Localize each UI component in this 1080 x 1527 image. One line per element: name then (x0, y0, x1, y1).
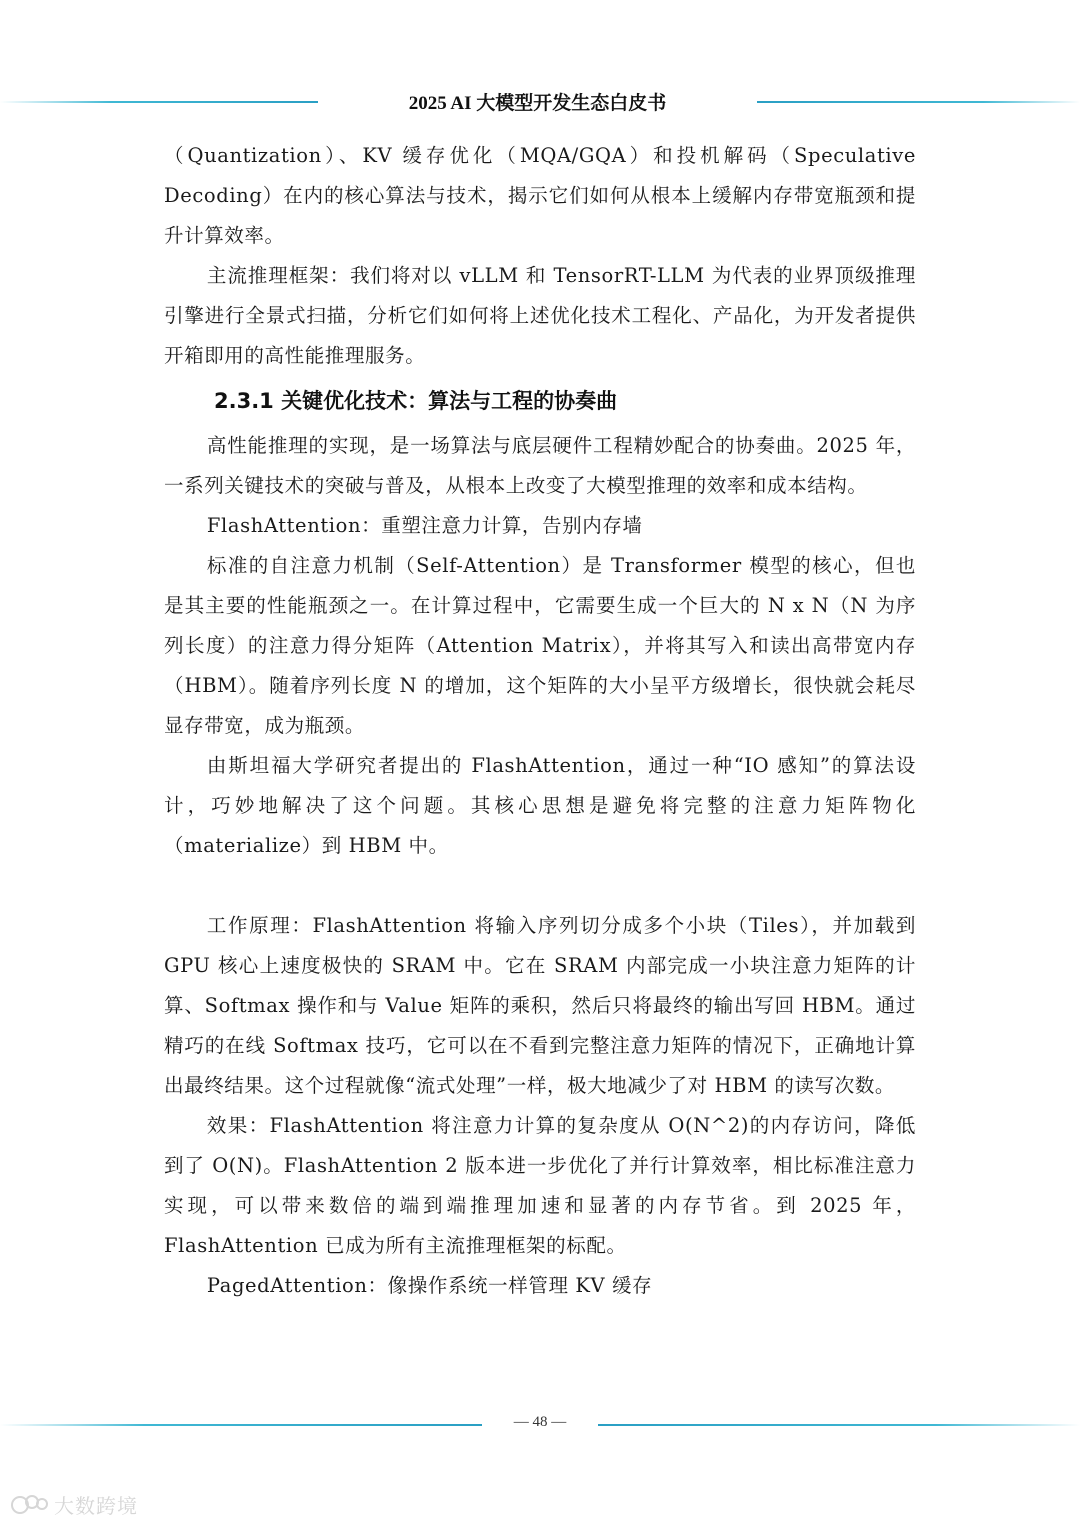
watermark-logo-icon (10, 1492, 50, 1518)
header-rule-right (757, 101, 1080, 103)
footer-rule-right (598, 1424, 1080, 1426)
header-rule-left (0, 101, 318, 103)
blank-line (164, 866, 916, 906)
paragraph-3: 高性能推理的实现，是一场算法与底层硬件工程精妙配合的协奏曲。2025 年，一系列关键技术的突破与普及，从根本上改变了大模型推理的效率和成本结构。 (164, 434, 916, 497)
paragraph-6: 由斯坦福大学研究者提出的 FlashAttention，通过一种“IO 感知”的算法设计，巧妙地解决了这个问题。其核心思想是避免将完整的注意力矩阵物化（materialize）到 HBM 中。 (164, 754, 916, 857)
watermark (10, 1490, 138, 1519)
paragraph-7: 工作原理：FlashAttention 将输入序列切分成多个小块（Tiles），并加载到 GPU 核心上速度极快的 SRAM 中。它在 SRAM 内部完成一小块注意力矩阵的计算、Softmax 操作和与 Value 矩阵的乘积，然后只将最终的输出写回 HBM。通过精巧的在线 Softmax 技巧，它可以在不看到完整注意力矩阵的情况下，正确地计算出最终结果。这个过程就像“流式处理”一样，极大地减少了对 HBM 的读写次数。 (164, 914, 916, 1097)
footer-rule-left (0, 1424, 482, 1426)
body-content (164, 136, 916, 1306)
section-heading: 2.3.1 关键优化技术：算法与工程的协奏曲 (214, 389, 618, 413)
paragraph-2: 主流推理框架：我们将对以 vLLM 和 TensorRT-LLM 为代表的业界顶级推理引擎进行全景式扫描，分析它们如何将上述优化技术工程化、产品化，为开发者提供开箱即用的高性能推理服务。 (164, 264, 916, 367)
page-number: — 48 — (513, 1414, 567, 1430)
page-header-title: 2025 AI 大模型开发生态白皮书 (408, 93, 667, 114)
paragraph-5: 标准的自注意力机制（Self-Attention）是 Transformer 模型的核心，但也是其主要的性能瓶颈之一。在计算过程中，它需要生成一个巨大的 N x N（N 为序列长度）的注意力得分矩阵（Attention Matrix），并将其写入和读出高带宽内存（HBM）。随着序列长度 N 的增加，这个矩阵的大小呈平方级增长，很快就会耗尽显存带宽，成为瓶颈。 (164, 554, 916, 737)
watermark-text: 大数跨境 (54, 1494, 138, 1518)
paragraph-9: PagedAttention：像操作系统一样管理 KV 缓存 (206, 1274, 653, 1297)
paragraph-1: （Quantization）、KV 缓存优化（MQA/GQA）和投机解码（Speculative Decoding）在内的核心算法与技术，揭示它们如何从根本上缓解内存带宽瓶颈和提升计算效率。 (164, 144, 916, 247)
paragraph-4: FlashAttention：重塑注意力计算，告别内存墙 (206, 514, 643, 537)
paragraph-8: 效果：FlashAttention 将注意力计算的复杂度从 O(N^2)的内存访问，降低到了 O(N)。FlashAttention 2 版本进一步优化了并行计算效率，相比标准注意力实现，可以带来数倍的端到端推理加速和显著的内存节省。到 2025 年，FlashAttention 已成为所有主流推理框架的标配。 (164, 1114, 916, 1257)
